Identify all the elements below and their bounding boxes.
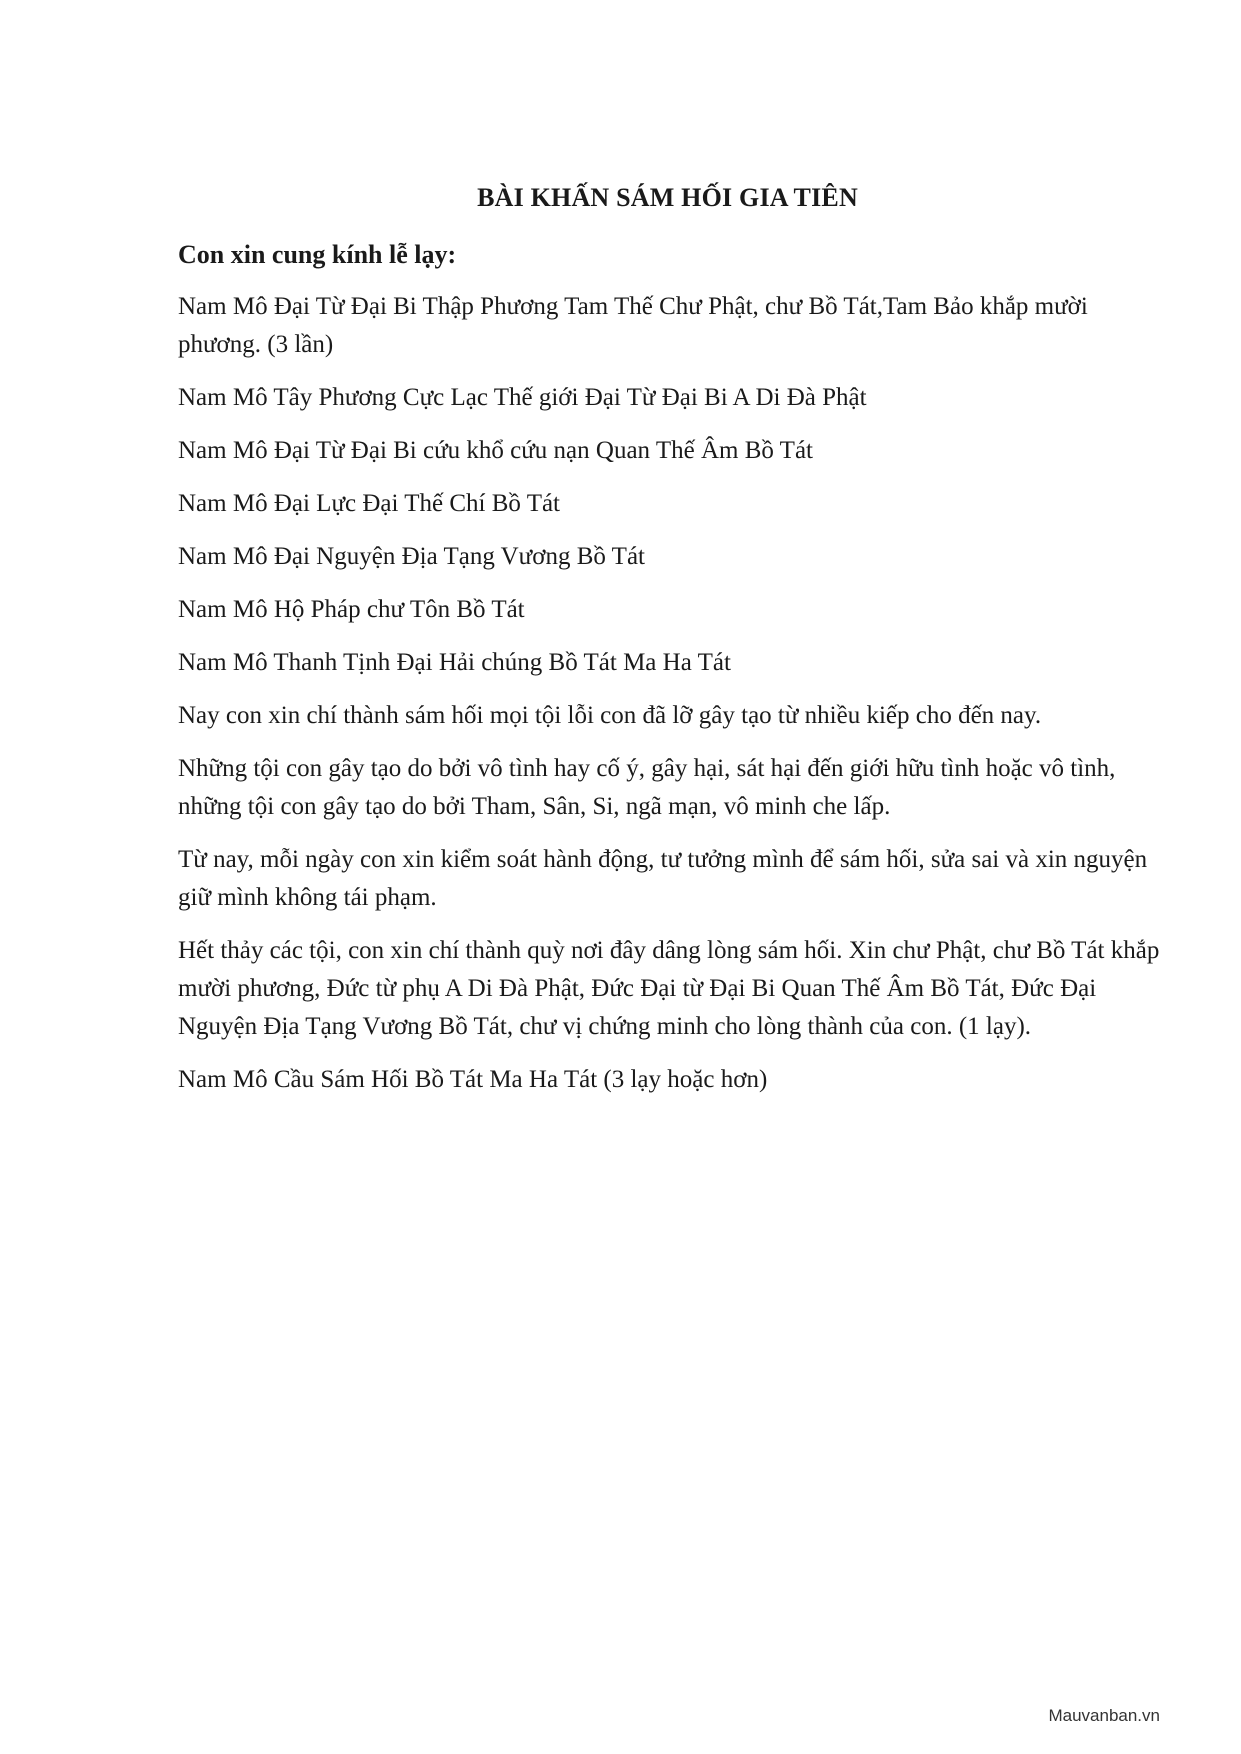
footer-watermark: Mauvanban.vn xyxy=(1048,1706,1160,1725)
salutation: Con xin cung kính lễ lạy: xyxy=(178,240,457,269)
paragraph: Nam Mô Tây Phương Cực Lạc Thế giới Đại Từ Đại Bi A Di Đà Phật xyxy=(178,384,867,411)
paragraph: Nam Mô Cầu Sám Hối Bồ Tát Ma Ha Tát (3 lạy hoặc hơn) xyxy=(178,1066,768,1093)
paragraph: Hết thảy các tội, con xin chí thành quỳ nơi đây dâng lòng sám hối. Xin chư Phật, chư Bồ Tát khắp mười phương, Đức từ phụ A Di Đà Phật, Đức Đại từ Đại Bi Quan Thế Âm Bồ Tát, Đức Đại Nguyện Địa Tạng Vương Bồ Tát, chư vị chứng minh cho lòng thành của con. (1 lạy). xyxy=(178,937,1160,1040)
paragraph: Từ nay, mỗi ngày con xin kiểm soát hành động, tư tưởng mình để sám hối, sửa sai và xin nguyện giữ mình không tái phạm. xyxy=(178,846,1148,911)
paragraph: Nam Mô Hộ Pháp chư Tôn Bồ Tát xyxy=(178,596,525,623)
paragraph: Nay con xin chí thành sám hối mọi tội lỗi con đã lỡ gây tạo từ nhiều kiếp cho đến nay. xyxy=(178,702,1042,729)
paragraph: Nam Mô Đại Từ Đại Bi Thập Phương Tam Thế Chư Phật, chư Bồ Tát,Tam Bảo khắp mười phương. (3 lần) xyxy=(178,293,1088,358)
paragraph: Những tội con gây tạo do bởi vô tình hay cố ý, gây hại, sát hại đến giới hữu tình hoặc vô tình, những tội con gây tạo do bởi Tham, Sân, Si, ngã mạn, vô minh che lấp. xyxy=(178,755,1116,820)
paragraph: Nam Mô Đại Nguyện Địa Tạng Vương Bồ Tát xyxy=(178,543,645,570)
paragraph: Nam Mô Đại Từ Đại Bi cứu khổ cứu nạn Quan Thế Âm Bồ Tát xyxy=(178,437,813,464)
document-body xyxy=(178,236,1163,1114)
paragraph: Nam Mô Đại Lực Đại Thế Chí Bồ Tát xyxy=(178,490,561,517)
document-title: BÀI KHẤN SÁM HỐI GIA TIÊN xyxy=(477,183,858,212)
paragraph: Nam Mô Thanh Tịnh Đại Hải chúng Bồ Tát Ma Ha Tát xyxy=(178,649,731,676)
